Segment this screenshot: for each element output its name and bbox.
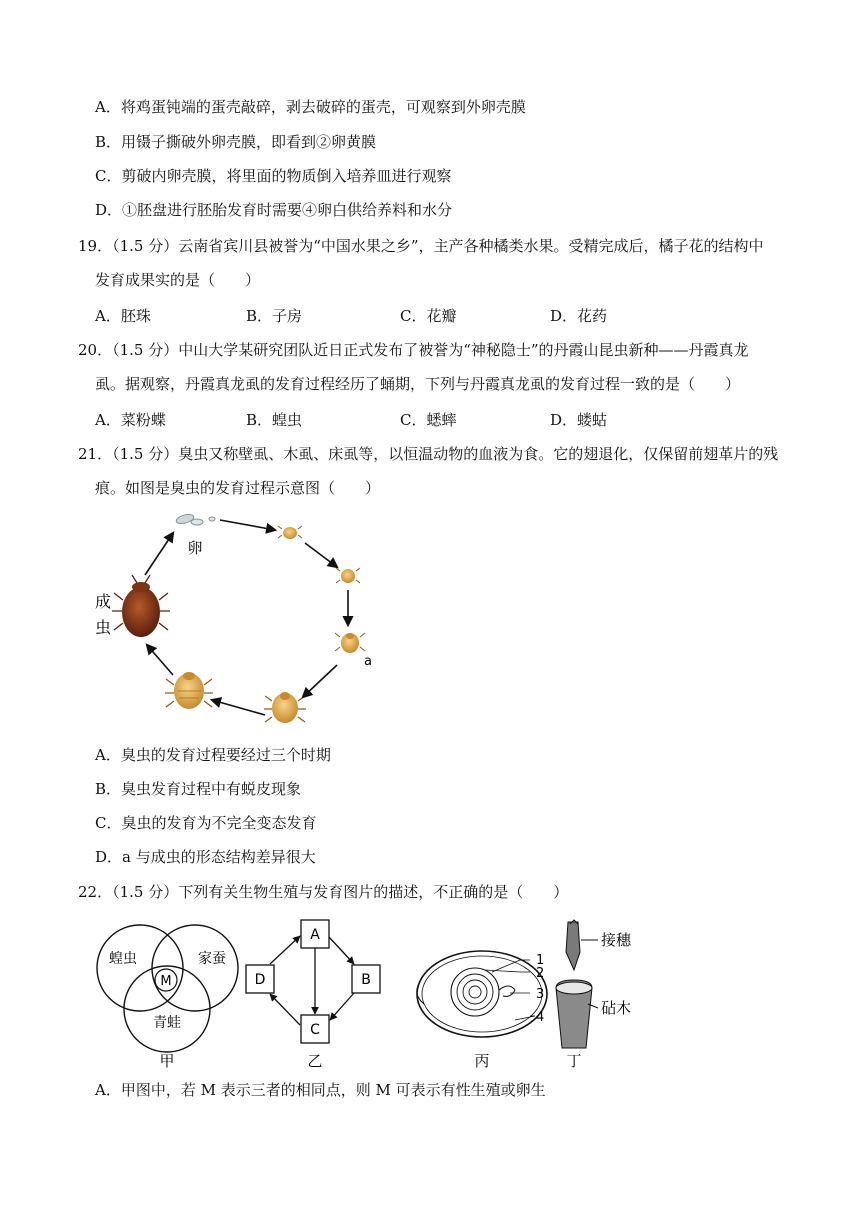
q18-option-c: C．剪破内卵壳膜，将里面的物质倒入培养皿进行观察 [95,167,452,185]
nymph-stage-2-icon [336,568,360,583]
adult-bedbug-icon [112,575,170,637]
box-c-label: C [310,1022,320,1038]
venn-center-m: M [160,974,172,989]
q19-option-d: D．花药 [550,307,608,325]
q21-option-d: D．a 与成虫的形态结构差异很大 [95,848,316,866]
q21-stem-line2: 痕。如图是臭虫的发育过程示意图（ ） [95,479,381,497]
q20-option-c: C．蟋蟀 [400,411,457,429]
q19-option-c: C．花瓣 [400,307,457,325]
grafting-ding [556,920,598,1048]
q20-option-d: D．蝼蛄 [550,411,608,429]
q22-stem: 22．（1.5 分）下列有关生物生殖与发育图片的描述，不正确的是（ ） [78,883,569,901]
arrow-nymph3-to-nymph4 [303,665,337,697]
caption-jia: 甲 [159,1052,175,1070]
bedbug-lifecycle-diagram [85,505,385,735]
egg-icon [175,513,215,525]
egg-part-3: 3 [536,987,545,1002]
box-d-label: D [254,972,266,988]
q19-option-a: A．胚珠 [95,307,151,325]
box-a-label: A [310,927,320,943]
egg-structure-bing [417,951,547,1037]
q19-stem-line2: 发育成果实的是（ ） [95,271,261,289]
arrow-nymph1-to-nymph2 [305,543,337,567]
q20-option-b: B．蝗虫 [246,411,303,429]
q21-option-a: A．臭虫的发育过程要经过三个时期 [95,746,331,764]
q20-stem-line1: 20．（1.5 分）中山大学某研究团队近日正式发布了被誉为“神秘隐士”的丹霞山昆虫新种——丹霞真龙 [78,341,749,359]
arrow-nymph5-to-adult [147,645,173,675]
venn-silkworm-label: 家蚕 [198,951,226,967]
scion-label: 接穗 [601,931,632,949]
caption-bing: 丙 [474,1052,490,1070]
nymph-stage-5-icon [165,672,213,709]
adult-label-char-2: 虫 [94,618,112,637]
q21-stem-line1: 21．（1.5 分）臭虫又称壁虱、木虱、床虱等，以恒温动物的血液为食。它的翅退化，仅保留前翅革片的残 [78,445,779,463]
nymph-stage-3-icon [335,633,365,653]
box-b-label: B [361,972,371,988]
egg-label: 卵 [187,539,203,557]
stage-a-label: a [364,654,372,669]
caption-yi: 乙 [307,1052,323,1070]
q18-option-a: A．将鸡蛋钝端的蛋壳敲碎，剥去破碎的蛋壳，可观察到外卵壳膜 [95,98,526,116]
reproduction-figures [90,912,690,1072]
arrow-nymph4-to-nymph5 [212,700,265,715]
caption-ding: 丁 [566,1052,582,1070]
arrow-egg-to-nymph1 [220,520,275,530]
egg-part-4: 4 [536,1010,545,1025]
q20-option-a: A．菜粉蝶 [95,411,166,429]
q19-stem-line1: 19．（1.5 分）云南省宾川县被誉为“中国水果之乡”，主产各种橘类水果。受精完成后，橘子花的结构中 [78,237,764,255]
q18-option-d: D．①胚盘进行胚胎发育时需要④卵白供给养料和水分 [95,201,453,219]
nymph-stage-1-icon [278,526,302,539]
venn-frog-label: 青蛙 [153,1015,181,1031]
egg-part-2: 2 [536,966,545,981]
egg-part-1: 1 [536,953,545,968]
nymph-stage-4-icon [264,692,306,723]
rootstock-label: 砧木 [601,999,632,1017]
q18-option-b: B．用镊子撕破外卵壳膜，即看到②卵黄膜 [95,133,377,151]
adult-label-char-1: 成 [94,592,112,611]
q21-option-c: C．臭虫的发育为不完全变态发育 [95,814,317,832]
q21-option-b: B．臭虫发育过程中有蜕皮现象 [95,780,302,798]
q19-option-b: B．子房 [246,307,303,325]
arrow-adult-to-egg [145,533,173,575]
q20-stem-line2: 虱。据观察，丹霞真龙虱的发育过程经历了蛹期，下列与丹霞真龙虱的发育过程一致的是（ ） [95,375,741,393]
q22-option-a: A．甲图中，若 M 表示三者的相同点，则 M 可表示有性生殖或卵生 [95,1081,546,1099]
venn-locust-label: 蝗虫 [109,951,137,967]
